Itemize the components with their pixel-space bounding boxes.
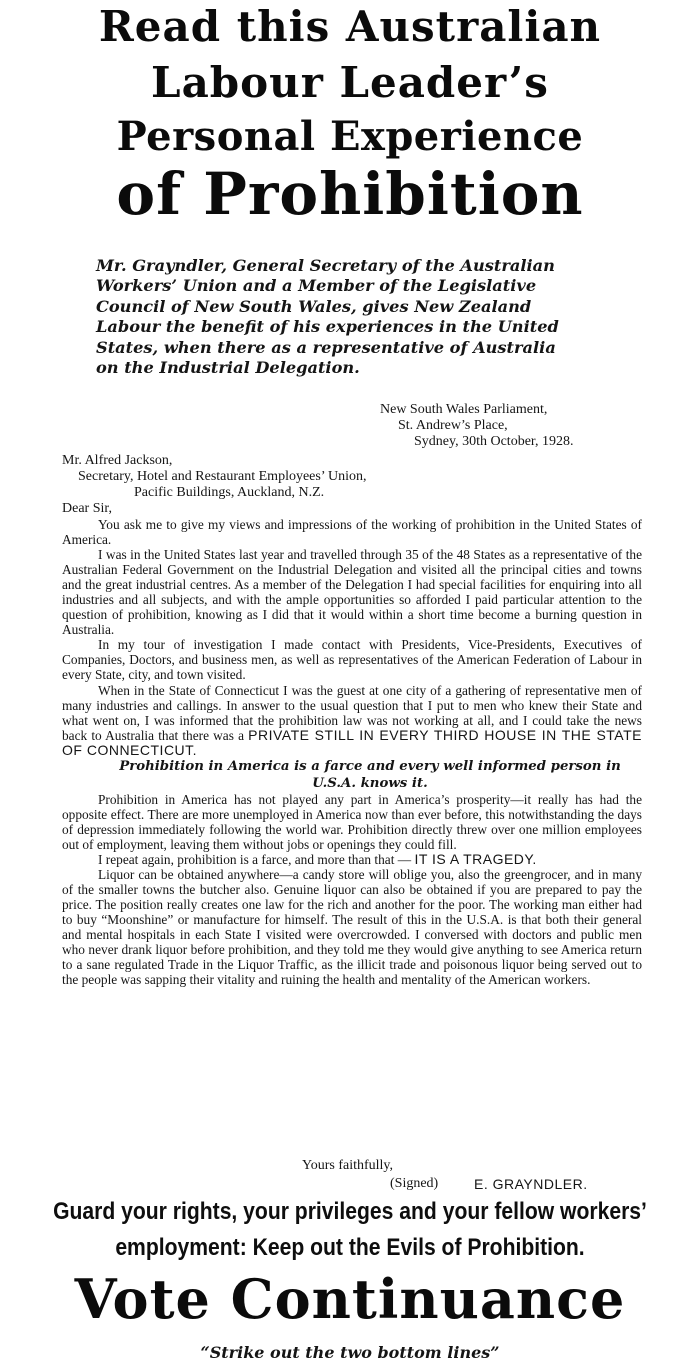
salutation: Dear Sir,	[62, 501, 112, 516]
sender-address-line: Sydney, 30th October, 1928.	[414, 434, 574, 449]
paragraph: Prohibition in America has not played any part in America’s prosperity—it really has had the opposite effect. There are more unemployed in America now than ever before, this notwithstanding the days of depression immediately following the world war. Prohibition directly threw over one million employees out of employment, leaving them without jobs or openings they could fill.	[62, 791, 642, 852]
paragraph	[62, 683, 642, 758]
recipient-title: Secretary, Hotel and Restaurant Employees’ Union,	[78, 469, 367, 484]
emphasis-caps: PRIVATE STILL IN EVERY THIRD HOUSE IN THE STATE OF CONNECTICUT.	[62, 726, 642, 758]
sender-address-line: St. Andrew’s Place,	[398, 418, 508, 433]
vote-continuance: Vote Continuance	[74, 1267, 626, 1331]
subheading-line: Council of New South Wales, gives New Zealand	[96, 296, 532, 316]
subheading-line: States, when there as a representative of Australia	[96, 337, 556, 357]
footer-instruction: “Strike out the two bottom lines”	[200, 1343, 500, 1362]
headline-line-2: Labour Leader’s	[151, 58, 549, 107]
recipient-name: Mr. Alfred Jackson,	[62, 453, 173, 468]
paragraph	[62, 852, 642, 867]
bold-italic-heading	[62, 758, 642, 792]
headline-line-1: Read this Australian	[98, 2, 602, 51]
headline-line-4: of Prohibition	[116, 160, 584, 228]
paragraph-text: When in the State of Connecticut I was the guest at one city of a gathering of representative men of many industries and callings. In answer to the usual question that I put to men who knew their State and what went on, I was informed that the prohibition law was not working at all, and I could take the news back to Australia that there was a	[62, 682, 642, 743]
sender-address-line: New South Wales Parliament,	[380, 402, 548, 417]
heading-line: Prohibition in America is a farce and every well informed person in	[119, 758, 621, 774]
subheading-line: Labour the benefit of his experiences in the United	[96, 317, 559, 337]
subheading-line: on the Industrial Delegation.	[96, 358, 360, 378]
paragraph: In my tour of investigation I made contact with Presidents, Vice-Presidents, Executives of Companies, Doctors, and business men, as well as representatives of the American Federation of Labour in every State, city, and town visited.	[62, 637, 642, 683]
paragraph: Liquor can be obtained anywhere—a candy store will oblige you, also the greengrocer, and in many of the smaller towns the butcher also. Genuine liquor can also be obtained if you are prepared to pay the price. The position really creates one law for the rich and another for the poor. The working man either had to buy “Moonshine” or manufacture for himself. The result of this in the U.S.A. is that both their general and mental hospitals in each State I visited were overcrowded. I conversed with doctors and public men who never drank liquor before prohibition, and they told me they would give anything to see America return to a sane regulated Trade in the Liquor Traffic, as the illicit trade and poisonous liquor being served out to the people was sapping their vitality and ruining the health and mentality of the American workers.	[62, 866, 642, 988]
emphasis-caps: IT IS A TRAGEDY.	[414, 850, 537, 867]
signature-name: E. GRAYNDLER.	[474, 1176, 588, 1192]
paragraph-text: I repeat again, prohibition is a farce, and more than that —	[98, 851, 412, 867]
paragraph: You ask me to give my views and impressions of the working of prohibition in the United States of America.	[62, 517, 642, 548]
subheading-line: Workers’ Union and a Member of the Legislative	[96, 276, 537, 296]
signed-label: (Signed)	[390, 1176, 439, 1191]
closing: Yours faithfully,	[302, 1158, 394, 1173]
heading-line: U.S.A. knows it.	[312, 775, 428, 791]
slogan-line-2: employment: Keep out the Evils of Prohibition.	[115, 1234, 585, 1261]
recipient-address: Pacific Buildings, Auckland, N.Z.	[134, 485, 325, 500]
letter-body	[62, 517, 642, 987]
headline-line-3: Personal Experience	[116, 113, 584, 160]
paragraph: I was in the United States last year and travelled through 35 of the 48 States as a representative of the Australian Federal Government on the Industrial Delegation and visited all the principal cities and towns and the great industrial centres. As a member of the Delegation I had special facilities for enquiring into all industries and all subjects, and with the ample opportunities so afforded I paid particular attention to the question of prohibition, knowing as I did that it would within a short time become a burning question in Australia.	[62, 547, 642, 638]
slogan-line-1: Guard your rights, your privileges and your fellow workers’	[53, 1198, 647, 1225]
subheading	[96, 256, 656, 378]
subheading-line: Mr. Grayndler, General Secretary of the Australian	[96, 256, 555, 275]
